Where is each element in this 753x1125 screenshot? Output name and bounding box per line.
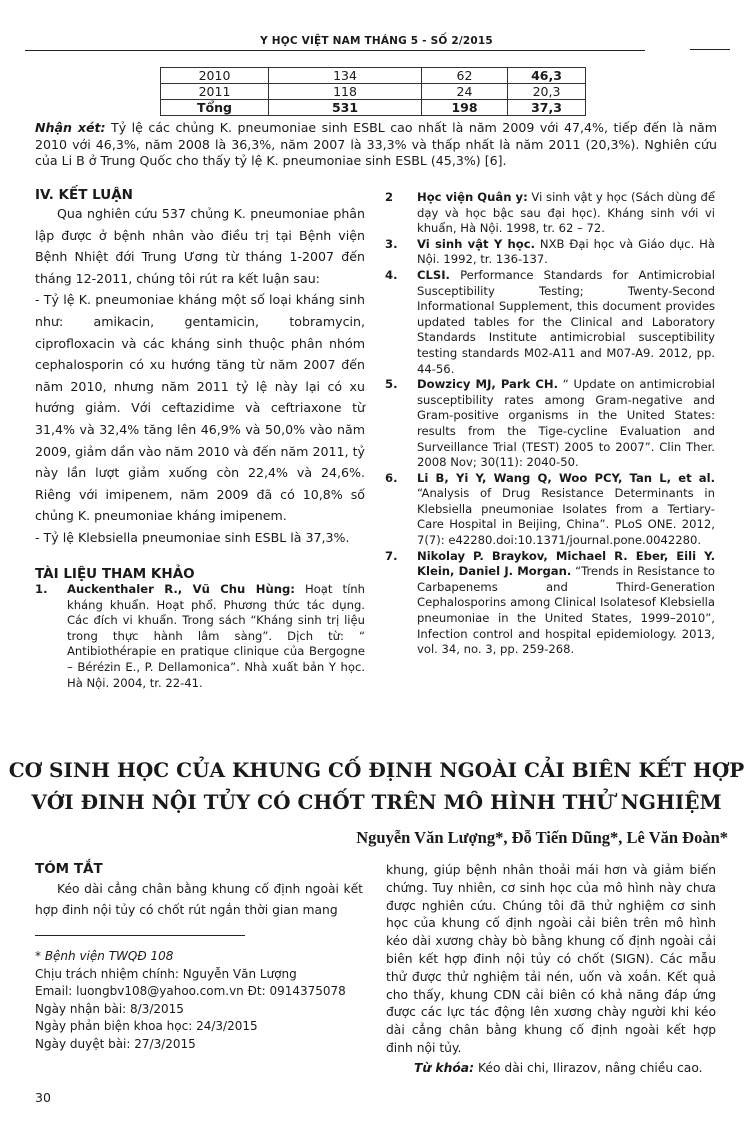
header-rule-short: [690, 49, 730, 50]
ref-authors: Học viện Quân y:: [417, 190, 528, 204]
remark-label: Nhận xét:: [35, 120, 106, 135]
year-cell: 2011: [161, 84, 269, 100]
article-authors: Nguyễn Văn Lượng*, Đỗ Tiến Dũng*, Lê Văn Đoàn*: [356, 828, 728, 847]
ref-text: Vi sinh vật y học (Sách dùng để dạy và học bậc sau đại học). Kháng sinh với vi khuẩn, Hà Nội. 1998, tr. 62 – 72.: [417, 190, 715, 236]
remark-paragraph: [35, 120, 717, 170]
footnote-rule: [35, 935, 245, 936]
conclusion-paragraph: - Tỷ lệ Klebsiella pneumoniae sinh ESBL là 37,3%.: [35, 529, 350, 545]
article-title-line-2: VỚI ĐINH NỘI TỦY CÓ CHỐT TRÊN MÔ HÌNH THỬ NGHIỆM: [31, 790, 722, 814]
footnote: [35, 948, 365, 1053]
ref-authors: Auckenthaler R., Vũ Chu Hùng:: [67, 582, 295, 596]
table-row: [161, 68, 586, 84]
percent-cell: 20,3: [508, 84, 586, 100]
footnote-affiliation: * Bệnh viện TWQĐ 108: [35, 949, 174, 963]
footnote-line: Ngày duyệt bài: 27/3/2015: [35, 1036, 196, 1051]
ref-number: 4.: [385, 267, 398, 282]
section-heading: IV. KẾT LUẬN: [35, 187, 133, 203]
references-left: [35, 566, 365, 691]
abstract-left: [35, 861, 363, 920]
conclusion-paragraph: - Tỷ lệ K. pneumoniae kháng một số loại kháng sinh như: amikacin, gentamicin, tobramycin, ciprofloxacin và các kháng sinh thuộc phân nhóm cephalosporin có xu hướng tăng từ năm 2007 đến năm 2010, nhưng năm 2011 tỷ lệ này lại có xu hướng giảm. Với ceftazidime và ceftriaxone từ 31,4% và 32,4% tăng lên 46,9% và 50,0% vào năm 2009, giảm dần vào năm 2010 và đến năm 2011, tỷ này lần lượt giảm xuống còn 22,4% và 24,6%. Riêng với imipenem, năm 2009 đã có 10,8% số chủng K. pneumoniae kháng imipenem.: [35, 292, 365, 524]
abstract-text: Kéo dài cẳng chân bằng khung cố định ngoài kết hợp đinh nội tủy có chốt rút ngắn thời gian mang: [35, 882, 363, 917]
percent-cell: 46,3: [508, 68, 586, 84]
reference-item: [385, 377, 715, 471]
ref-authors: Li B, Yi Y, Wang Q, Woo PCY, Tan L, et al.: [417, 470, 715, 485]
total-cell: 134: [269, 68, 422, 84]
keywords-label: Từ khóa:: [414, 1060, 475, 1075]
esbl-cell: 62: [422, 68, 508, 84]
reference-item: [385, 190, 715, 237]
footnote-line: Ngày nhận bài: 8/3/2015: [35, 1001, 184, 1016]
esbl-cell: 24: [422, 84, 508, 100]
ref-authors: Vi sinh vật Y học.: [417, 236, 535, 251]
ref-number: 2: [385, 190, 394, 204]
footnote-line: Chịu trách nhiệm chính: Nguyễn Văn Lượng: [35, 966, 297, 981]
ref-text: Performance Standards for Antimicrobial Susceptibility Testing; Twenty-Second Informational Supplement, this document provides updated tables for the Clinical and Laboratory Standards Institute antimicrobial susceptibility testing standards M02-A11 and M07-A9. 2012, pp. 44-56.: [417, 267, 715, 376]
ref-number: 6.: [385, 470, 398, 485]
ref-authors: CLSI.: [417, 267, 450, 282]
table-row: [161, 84, 586, 100]
year-cell: 2010: [161, 68, 269, 84]
ref-text: NXB Đại học và Giáo dục. Hà Nội. 1992, tr. 136-137.: [417, 236, 715, 267]
ref-number: 3.: [385, 236, 398, 251]
keywords-text: Kéo dài chi, Ilirazov, nâng chiều cao.: [474, 1060, 703, 1075]
article-title-line-1: CƠ SINH HỌC CỦA KHUNG CỐ ĐỊNH NGOÀI CẢI BIÊN KẾT HỢP: [8, 758, 745, 782]
page-number: 30: [35, 1090, 51, 1105]
total-cell: 118: [269, 84, 422, 100]
esbl-table: [160, 67, 586, 116]
footnote-line: Email: luongbv108@yahoo.com.vn Đt: 0914375078: [35, 984, 346, 998]
ref-text: “Trends in Resistance to Carbapenems and Third-Generation Cephalosporins among Clinical Isolatesof Klebsiella pneumoniae in the United States, 1999–2010”, Infection control and hospital epidemiology. 2013, vol. 34, no. 3, pp. 259-268.: [417, 564, 716, 657]
conclusion-paragraph: Qua nghiên cứu 537 chủng K. pneumoniae phân lập được ở bệnh nhân vào điều trị tại Bệnh viện Bệnh Nhiệt đới Trung Ương từ tháng 1-2007 đến tháng 12-2011, chúng tôi rút ra kết luận sau:: [35, 206, 365, 286]
running-header: Y HỌC VIỆT NAM THÁNG 5 - SỐ 2/2015: [260, 35, 493, 47]
abstract-heading: TÓM TẮT: [35, 861, 103, 877]
ref-authors: Dowzicy MJ, Park CH.: [417, 377, 559, 392]
ref-number: 5.: [385, 377, 398, 392]
ref-number: 1.: [35, 582, 48, 596]
conclusion-section: [35, 187, 365, 549]
total-cell: 531: [269, 100, 422, 116]
header-rule: [25, 50, 645, 51]
abstract-right: [386, 862, 716, 1078]
references-heading: TÀI LIỆU THAM KHẢO: [35, 566, 195, 582]
year-cell: Tổng: [161, 100, 269, 116]
percent-cell: 37,3: [508, 100, 586, 116]
table-row-total: [161, 100, 586, 116]
ref-number: 7.: [385, 548, 398, 563]
ref-text: “ Update on antimicrobial susceptibility rates among Gram-negative and Gram-positive organisms in the United States: results from the Tige-cycline Evaluation and Surveillance Trial (TEST) 2005 to 2007”. Clin Ther. 2008 Nov; 30(11): 2040-50.: [417, 377, 715, 470]
footnote-line: Ngày phản biện khoa học: 24/3/2015: [35, 1019, 258, 1033]
reference-item: [385, 471, 715, 549]
reference-item: [385, 237, 715, 268]
references-right: [385, 190, 715, 658]
ref-text: “Analysis of Drug Resistance Determinants in Klebsiella pneumoniae Isolates from a Tertiary-Care Hospital in Beijing, China”. PLoS ONE. 2012, 7(7): e42280.doi:10.1371/journal.pone.0042280.: [417, 486, 715, 548]
keywords: [386, 1058, 716, 1079]
reference-item: [385, 268, 715, 377]
abstract-text: khung, giúp bệnh nhân thoải mái hơn và giảm biến chứng. Tuy nhiên, cơ sinh học của mô hình này chưa được nghiên cứu. Chúng tôi đã thử nghiệm cơ sinh học của khung cố định ngoài cải biên trên mô hình kéo dài xương chày bò bằng khung cố định ngoài cải biên kết hợp đinh nội tủy có chốt (SIGN). Các mẫu thử được thử nghiệm tải nén, uốn và xoắn. Kết quả cho thấy, khung CDN cải biên có khả năng đáp ứng được các lực tác động lên xương chày người khi kéo dài cẳng chân bằng khung cố định ngoài kết hợp đinh nội tủy.: [386, 863, 716, 1055]
remark-text: Tỷ lệ các chủng K. pneumoniae sinh ESBL cao nhất là năm 2009 với 47,4%, tiếp đến là năm 2010 với 46,3%, năm 2008 là 36,3%, năm 2007 là 33,3% và thấp nhất là năm 2011 (20,3%). Nghiên cứu của Li B ở Trung Quốc cho thấy tỷ lệ K. pneumoniae sinh ESBL (45,3%) [6].: [35, 120, 717, 168]
ref-authors: Nikolay P. Braykov, Michael R. Eber, Eili Y. Klein, Daniel J. Morgan.: [417, 548, 715, 579]
ref-text: Hoạt tính kháng khuẩn. Hoạt phổ. Phương thức tác dụng. Các đích vi khuẩn. Trong sách “Kháng sinh trị liệu trong thực hành lâm sàng”. Dịch từ: “ Antibiothérapie en pratique clinique của Bergogne – Bérézin E., P. Dellamonica”. Nhà xuất bản Y học. Hà Nội. 2004, tr. 22-41.: [67, 582, 365, 690]
esbl-cell: 198: [422, 100, 508, 116]
reference-item: [35, 582, 365, 691]
reference-item: [385, 549, 715, 658]
